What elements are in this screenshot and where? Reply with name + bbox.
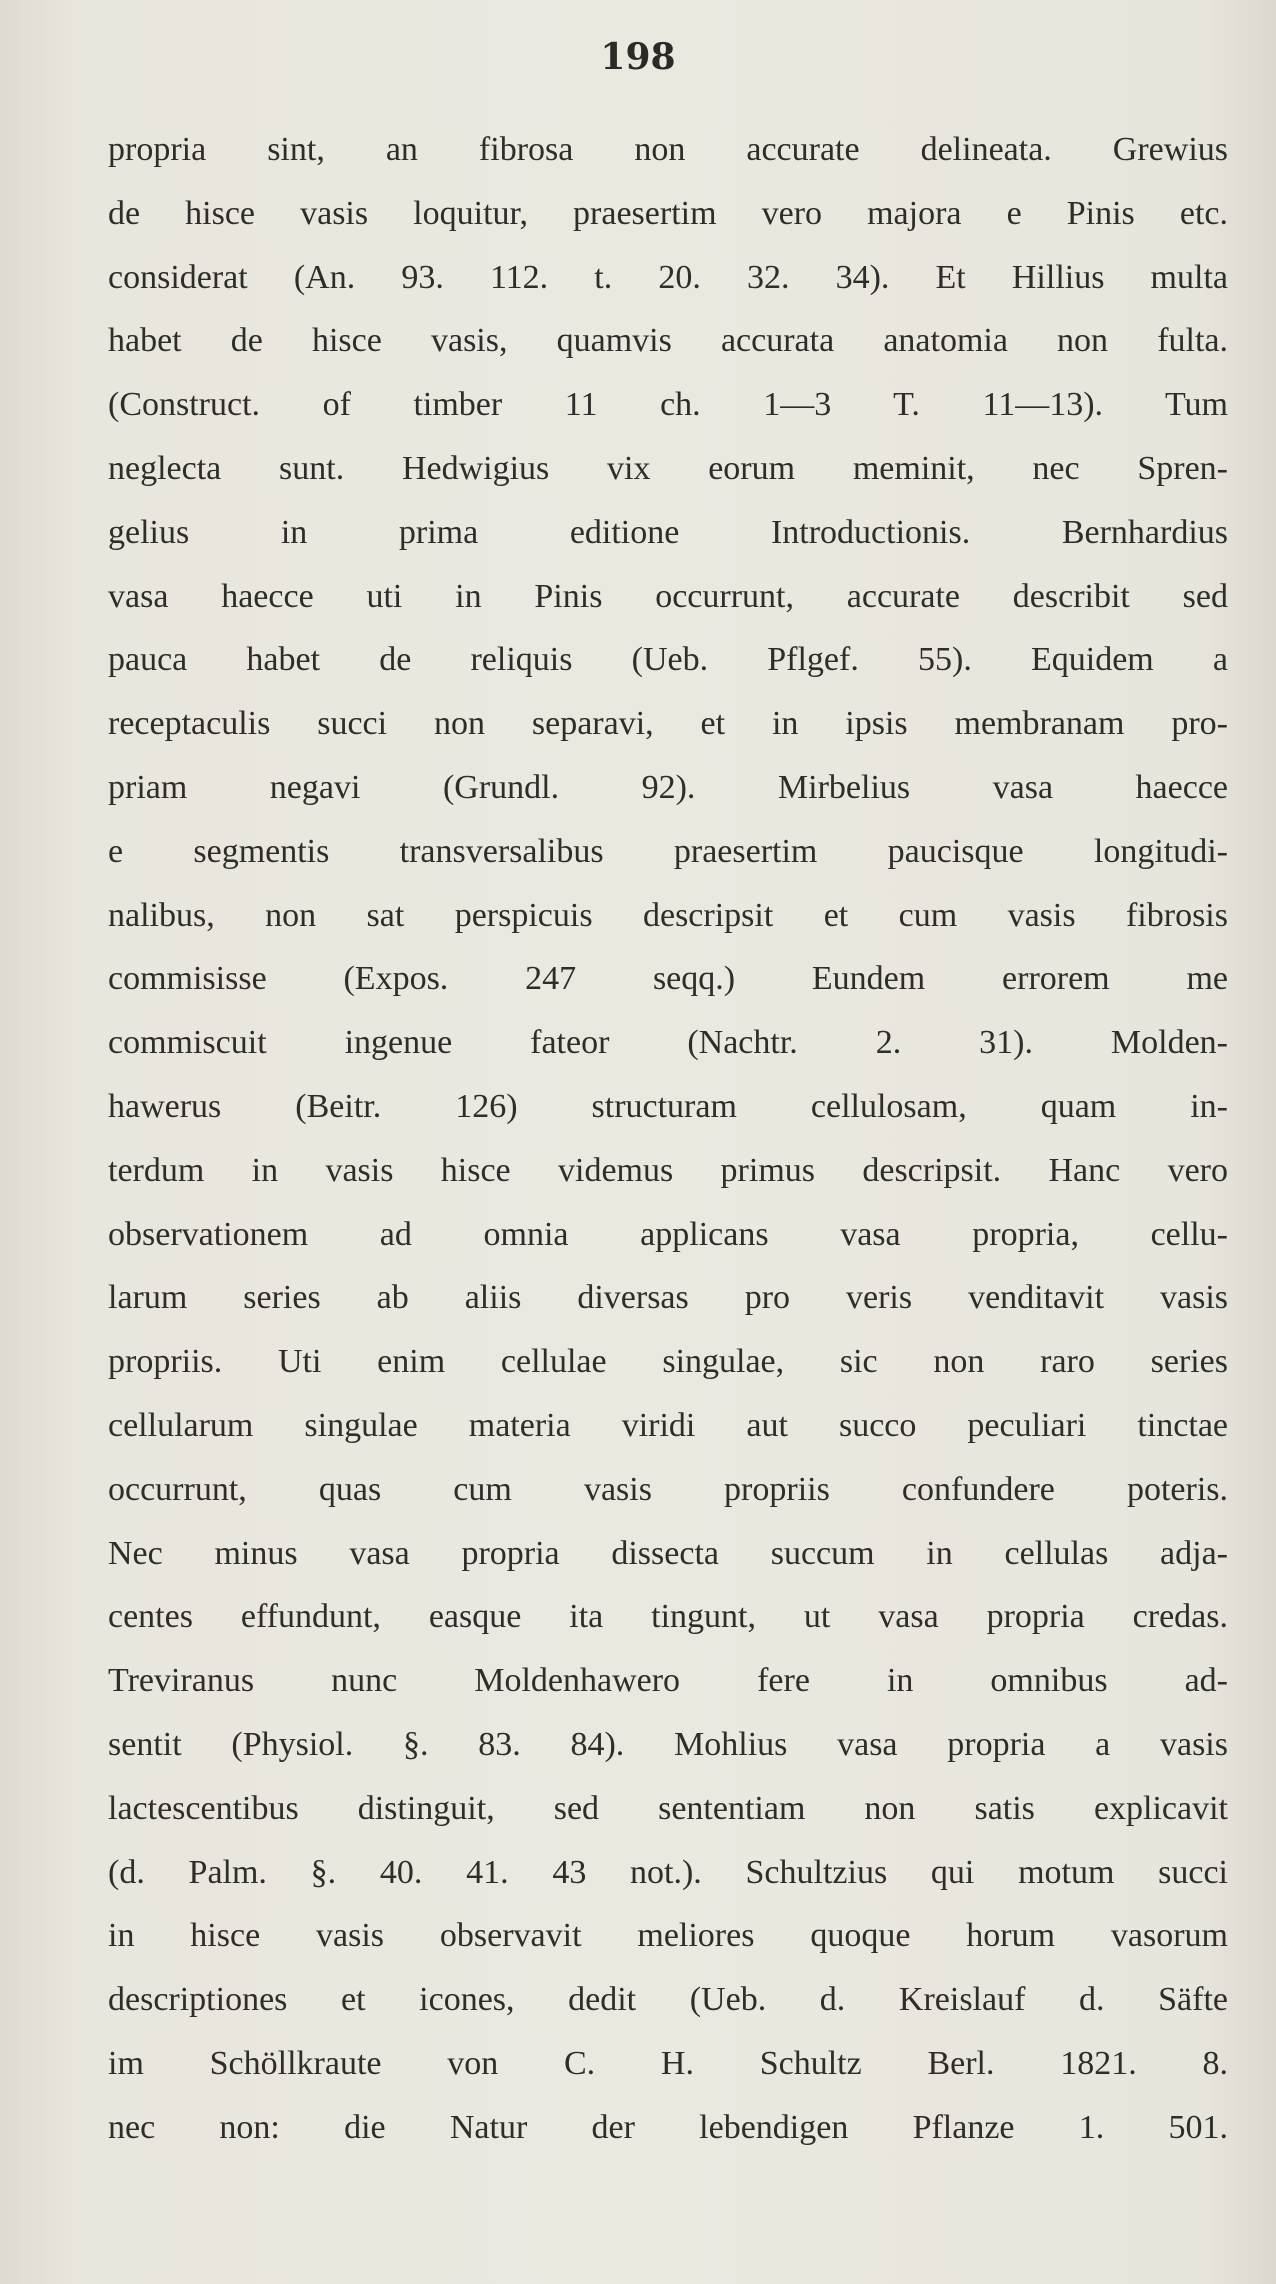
text-line: occurrunt, quas cum vasis propriis confundere poteris. [108,1470,1228,1508]
text-line: commisisse (Expos. 247 seqq.) Eundem errorem me [108,960,1228,998]
page-number: 198 [600,36,676,78]
text-line: Treviranus nunc Moldenhawero fere in omnibus ad- [108,1662,1228,1700]
body-text [108,118,1228,2160]
text-line: in hisce vasis observavit meliores quoque horum vasorum [108,1917,1228,1955]
text-line: lactescentibus distinguit, sed sententiam non satis explicavit [108,1789,1228,1827]
text-line: vasa haecce uti in Pinis occurrunt, accurate describit sed [108,577,1228,615]
text-line: cellularum singulae materia viridi aut succo peculiari tinctae [108,1406,1228,1444]
text-line: Nec minus vasa propria dissecta succum in cellulas adja- [108,1534,1228,1572]
text-line: propriis. Uti enim cellulae singulae, sic non raro series [108,1343,1228,1381]
text-line: gelius in prima editione Introductionis. Bernhardius [108,513,1228,551]
text-line: nec non: die Natur der lebendigen Pflanze 1. 501. [108,2108,1228,2146]
text-line: de hisce vasis loquitur, praesertim vero majora e Pinis etc. [108,194,1228,232]
text-line: terdum in vasis hisce videmus primus descripsit. Hanc vero [108,1151,1228,1189]
text-line: observationem ad omnia applicans vasa propria, cellu- [108,1215,1228,1253]
text-line: centes effundunt, easque ita tingunt, ut vasa propria credas. [108,1598,1228,1636]
text-line: habet de hisce vasis, quamvis accurata anatomia non fulta. [108,322,1228,360]
text-line: neglecta sunt. Hedwigius vix eorum meminit, nec Spren- [108,449,1228,487]
text-line: im Schöllkraute von C. H. Schultz Berl. 1821. 8. [108,2044,1228,2082]
text-line: descriptiones et icones, dedit (Ueb. d. Kreislauf d. Säfte [108,1981,1228,2019]
text-line: receptaculis succi non separavi, et in ipsis membranam pro- [108,705,1228,743]
text-line: priam negavi (Grundl. 92). Mirbelius vasa haecce [108,768,1228,806]
text-line: hawerus (Beitr. 126) structuram cellulosam, quam in- [108,1087,1228,1125]
text-line: commiscuit ingenue fateor (Nachtr. 2. 31). Molden- [108,1024,1228,1062]
text-line: considerat (An. 93. 112. t. 20. 32. 34). Et Hillius multa [108,258,1228,296]
text-line: propria sint, an fibrosa non accurate delineata. Grewius [108,131,1228,168]
text-line: e segmentis transversalibus praesertim paucisque longitudi- [108,832,1228,870]
text-line: larum series ab aliis diversas pro veris venditavit vasis [108,1279,1228,1317]
text-line: (d. Palm. §. 40. 41. 43 not.). Schultzius qui motum succi [108,1853,1228,1891]
text-line: sentit (Physiol. §. 83. 84). Mohlius vasa propria a vasis [108,1725,1228,1763]
text-line: (Construct. of timber 11 ch. 1—3 T. 11—13). Tum [108,386,1228,424]
text-line: nalibus, non sat perspicuis descripsit et cum vasis fibrosis [108,896,1228,934]
text-line: pauca habet de reliquis (Ueb. Pflgef. 55). Equidem a [108,641,1228,679]
